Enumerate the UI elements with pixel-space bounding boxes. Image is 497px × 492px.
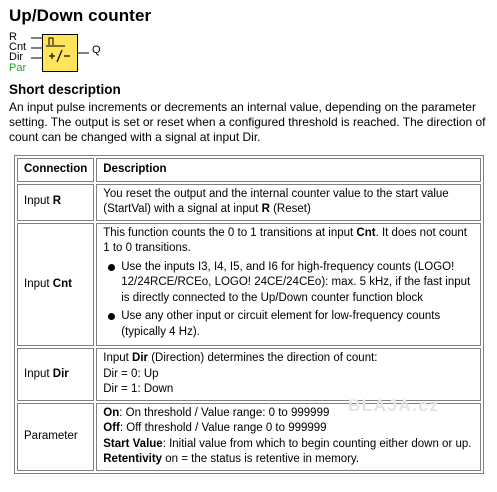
pin-label-r: R — [9, 31, 17, 43]
table-row — [17, 184, 481, 221]
table-row — [17, 348, 481, 401]
connection-cell: Input R — [17, 184, 94, 221]
page-title: Up/Down counter — [9, 6, 152, 25]
output-label-q: Q — [92, 44, 101, 56]
counter-block — [42, 34, 78, 72]
table-header-row — [17, 158, 481, 182]
description-cell: This function counts the 0 to 1 transitions at input Cnt. It does not count 1 to 0 transitions. Use the inputs I3, I4, I5, and I6 for high-frequency counts (LOGO! 12/24RCE/RCEo, LOGO! 24CE/24CEo): max. 5 kHz, if the fast input is directly connected to the Up/Down counter function block Use any other input or circuit element for low-frequency counts (typically 4 Hz). — [96, 223, 481, 347]
connection-cell: Input Dir — [17, 348, 94, 401]
pin-label-par: Par — [9, 62, 27, 74]
connection-cell: Parameter — [17, 403, 94, 471]
list-item: Use any other input or circuit element for low-frequency counts (typically 4 Hz). — [121, 309, 474, 340]
connection-table — [14, 155, 484, 474]
up-down-counter-icon — [43, 35, 77, 71]
intro-paragraph: An input pulse increments or decrements an internal value, depending on the parameter setting. The output is set or reset when a configured threshold is reached. The direction of count can be changed with a signal at input Dir. — [9, 100, 486, 144]
header-description: Description — [96, 158, 481, 182]
header-connection: Connection — [17, 158, 94, 182]
description-cell: On: On threshold / Value range: 0 to 999999 Off: Off threshold / Value range 0 to 999999 Start Value: Initial value from which to begin counting either down or up. Retentivity on = the status is retentive in memory. — [96, 403, 481, 471]
pin-label-dir: Dir — [9, 51, 24, 63]
description-cell: Input Dir (Direction) determines the direction of count: Dir = 0: Up Dir = 1: Down — [96, 348, 481, 401]
description-cell: You reset the output and the internal counter value to the start value (StartVal) with a signal at input R (Reset) — [96, 184, 481, 221]
bullet-list — [103, 260, 474, 341]
section-heading: Short description — [9, 82, 121, 97]
function-block-symbol — [9, 32, 119, 78]
table-row — [17, 223, 481, 347]
watermark: BLAJA.cz — [348, 396, 440, 415]
connection-cell: Input Cnt — [17, 223, 94, 347]
pin-label-cnt: Cnt — [9, 41, 27, 53]
list-item: Use the inputs I3, I4, I5, and I6 for high-frequency counts (LOGO! 12/24RCE/RCEo, LOGO! 24CE/24CEo): max. 5 kHz, if the fast input is directly connected to the Up/Down counter function block — [121, 260, 474, 307]
